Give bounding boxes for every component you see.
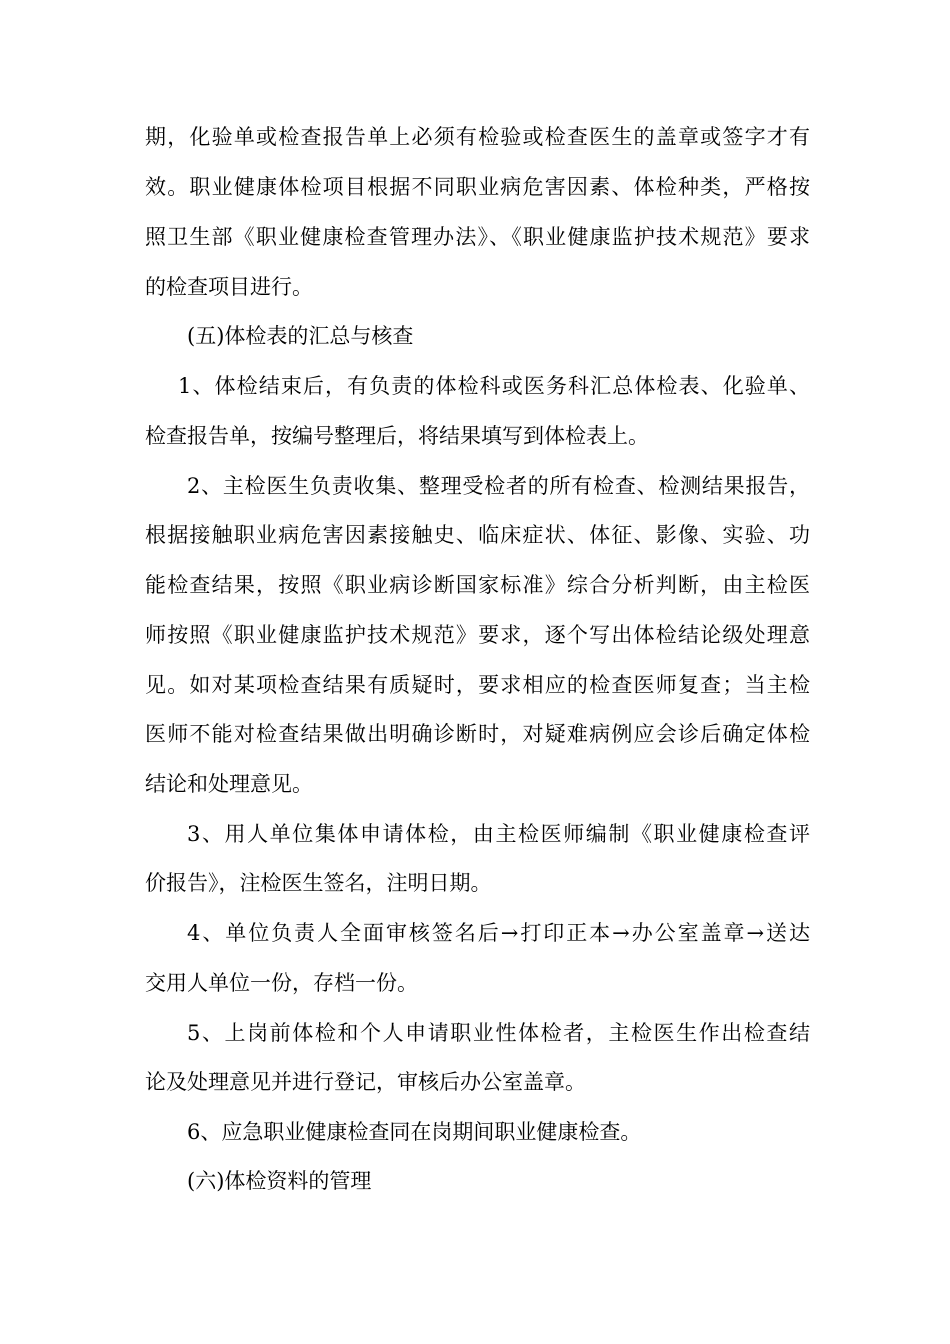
paragraph-line: 5、上岗前体检和个人申请职业性体检者，主检医生作出检查结 <box>187 1021 810 1045</box>
paragraph-line: 期，化验单或检查报告单上必须有检验或检查医生的盖章或签字才有 <box>145 125 810 149</box>
paragraph-line: 师按照《职业健康监护技术规范》要求，逐个写出体检结论级处理意 <box>145 623 810 647</box>
paragraph-line: 见。如对某项检查结果有质疑时，要求相应的检查医师复查；当主检 <box>145 673 810 697</box>
section-heading: (六)体检资料的管理 <box>187 1169 372 1193</box>
paragraph-line: 论及处理意见并进行登记，审核后办公室盖章。 <box>145 1070 586 1094</box>
paragraph-line: 结论和处理意见。 <box>145 772 313 796</box>
paragraph-line: 价报告》，注检医生签名，注明日期。 <box>145 871 492 895</box>
paragraph-line: 4、单位负责人全面审核签名后→打印正本→办公室盖章→送达 <box>187 921 810 945</box>
section-heading: (五)体检表的汇总与核查 <box>187 324 414 348</box>
paragraph-line: 3、用人单位集体申请体检，由主检医师编制《职业健康检查评 <box>187 822 810 846</box>
paragraph-line: 根据接触职业病危害因素接触史、临床症状、体征、影像、实验、功 <box>145 523 810 547</box>
paragraph-line: 的检查项目进行。 <box>145 275 313 299</box>
paragraph-line: 效。职业健康体检项目根据不同职业病危害因素、体检种类，严格按 <box>145 175 810 199</box>
paragraph-line: 照卫生部《职业健康检查管理办法》、《职业健康监护技术规范》要求 <box>145 225 810 249</box>
paragraph-line: 6、应急职业健康检查同在岗期间职业健康检查。 <box>187 1120 642 1144</box>
paragraph-line: 1、体检结束后，有负责的体检科或医务科汇总体检表、化验单、 <box>178 374 810 398</box>
paragraph-line: 检查报告单，按编号整理后，将结果填写到体检表上。 <box>145 424 649 448</box>
paragraph-line: 2、主检医生负责收集、整理受检者的所有检查、检测结果报告， <box>187 474 810 498</box>
paragraph-line: 交用人单位一份，存档一份。 <box>145 971 418 995</box>
paragraph-line: 能检查结果，按照《职业病诊断国家标准》综合分析判断，由主检医 <box>145 573 810 597</box>
paragraph-line: 医师不能对检查结果做出明确诊断时，对疑难病例应会诊后确定体检 <box>145 722 810 746</box>
